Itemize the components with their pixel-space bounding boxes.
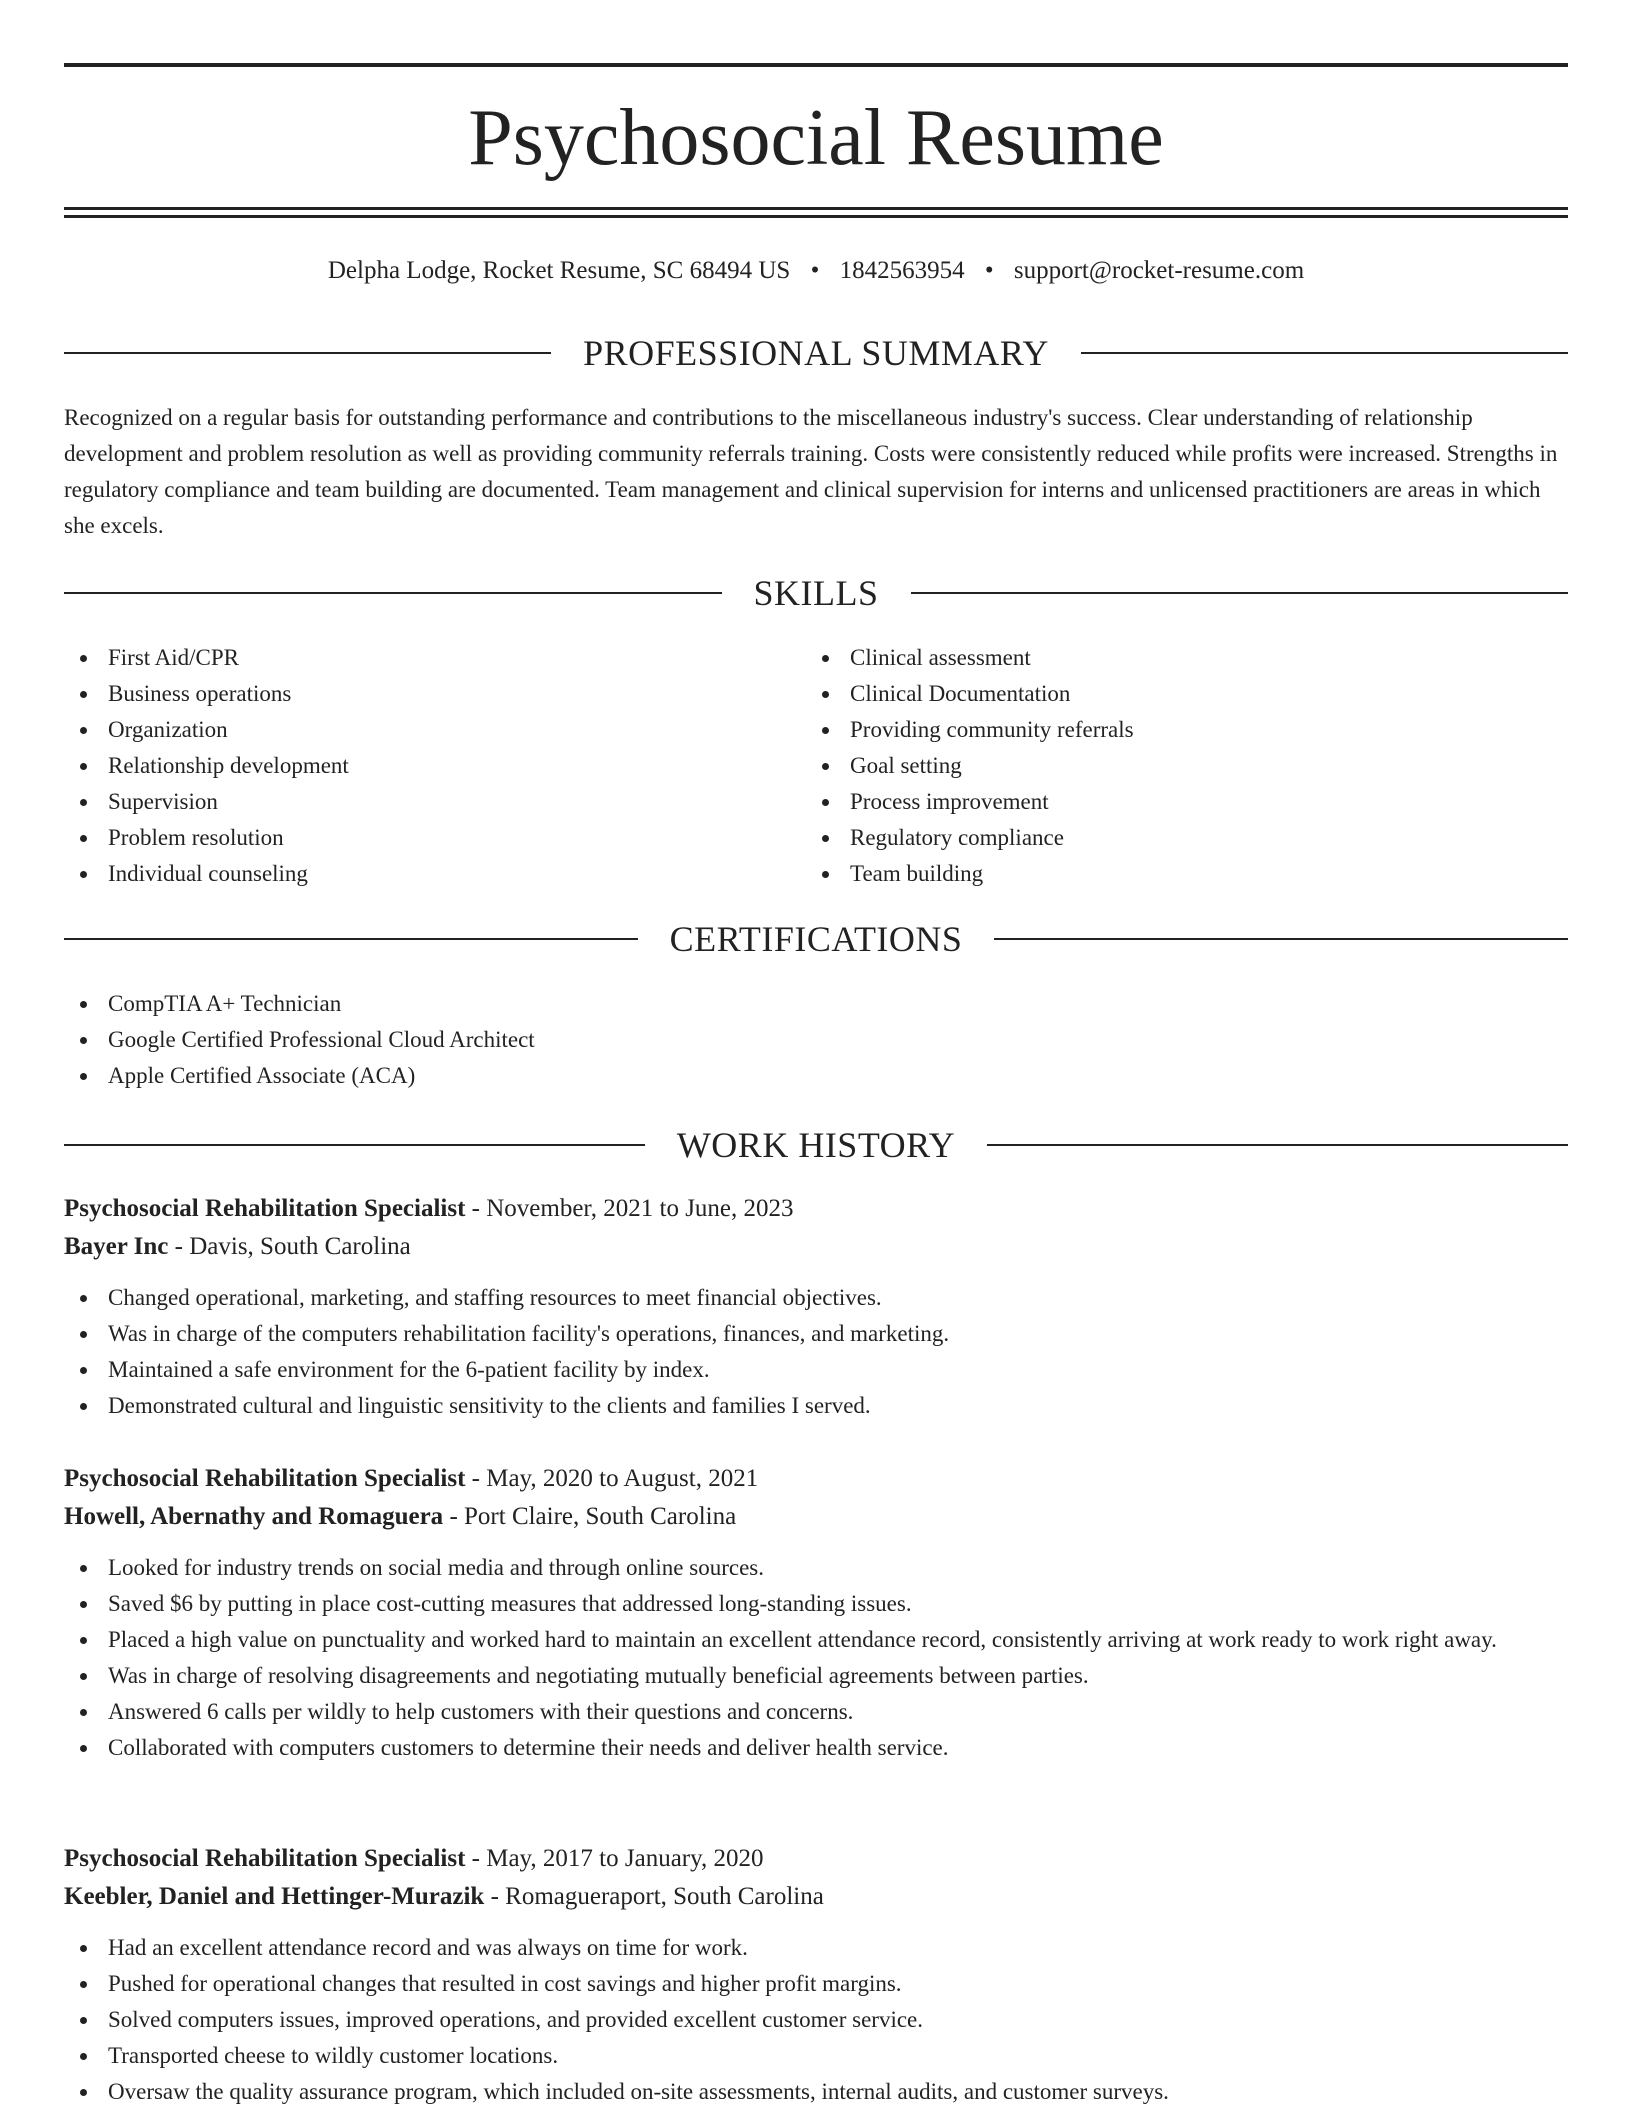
job-dates: - May, 2020 to August, 2021 <box>465 1465 759 1492</box>
job-title-line <box>64 1460 1568 1498</box>
job-duty: Transported cheese to wildly customer locations. <box>64 2038 1568 2074</box>
job-company-line <box>64 1228 1568 1266</box>
section-rule <box>64 938 638 940</box>
job-location: - Romagueraport, South Carolina <box>484 1883 824 1910</box>
skill-item: Regulatory compliance <box>806 820 1506 856</box>
skill-item: Problem resolution <box>64 820 764 856</box>
job-duty: Was in charge of the computers rehabilitation facility's operations, finances, and marketing. <box>64 1316 1568 1352</box>
section-title: CERTIFICATIONS <box>669 919 963 959</box>
section-rule <box>911 592 1569 594</box>
skill-item: Team building <box>806 856 1506 892</box>
skill-item: Supervision <box>64 784 764 820</box>
skill-item: Individual counseling <box>64 856 764 892</box>
skill-item: Clinical assessment <box>806 640 1506 676</box>
certifications-list <box>64 986 1064 1094</box>
title-divider-lower <box>64 215 1568 218</box>
contact-line <box>64 254 1568 288</box>
section-rule <box>64 1144 645 1146</box>
section-title: SKILLS <box>753 573 879 613</box>
summary-text: Recognized on a regular basis for outstanding performance and contributions to the miscellaneous industry's success. Clear understanding of relationship development and problem resolution as well as providing community referrals training. Costs were consistently reduced while profits were increased. Strengths in regulatory compliance and team building are documented. Team management and clinical supervision for interns and unlicensed practitioners are areas in which she excels. <box>64 405 1558 538</box>
job-duties-list <box>64 1550 1568 1766</box>
section-header-summary <box>64 331 1568 375</box>
job-location: - Davis, South Carolina <box>168 1233 411 1260</box>
job-duty: Looked for industry trends on social media and through online sources. <box>64 1550 1568 1586</box>
contact-phone: 1842563954 <box>839 257 965 284</box>
resume-title: Psychosocial Resume <box>468 94 1164 182</box>
job-dates: - November, 2021 to June, 2023 <box>465 1195 794 1222</box>
title-divider-upper <box>64 207 1568 210</box>
job-role: Psychosocial Rehabilitation Specialist <box>64 1195 466 1222</box>
skill-item: Goal setting <box>806 748 1506 784</box>
job-duty: Saved $6 by putting in place cost-cutting measures that addressed long-standing issues. <box>64 1586 1568 1622</box>
job-duty: Collaborated with computers customers to determine their needs and deliver health service. <box>64 1730 1568 1766</box>
job-dates: - May, 2017 to January, 2020 <box>465 1845 764 1872</box>
job-company-line <box>64 1878 1568 1916</box>
top-divider <box>64 63 1568 67</box>
job-duty: Maintained a safe environment for the 6-patient facility by index. <box>64 1352 1568 1388</box>
job-entry <box>64 1840 1568 2110</box>
job-title-line <box>64 1190 1568 1228</box>
section-rule <box>987 1144 1568 1146</box>
job-company: Keebler, Daniel and Hettinger-Murazik <box>64 1883 485 1910</box>
job-duties-list <box>64 1930 1568 2110</box>
job-duty: Oversaw the quality assurance program, which included on-site assessments, internal audits, and customer surveys. <box>64 2074 1568 2110</box>
skill-item: Business operations <box>64 676 764 712</box>
section-title: PROFESSIONAL SUMMARY <box>583 333 1049 373</box>
skill-item: Relationship development <box>64 748 764 784</box>
certification-item: Google Certified Professional Cloud Architect <box>64 1022 1064 1058</box>
certification-item: Apple Certified Associate (ACA) <box>64 1058 1064 1094</box>
section-header-work-history <box>64 1123 1568 1167</box>
section-header-certifications <box>64 917 1568 961</box>
job-duties-list <box>64 1280 1568 1424</box>
skill-item: Clinical Documentation <box>806 676 1506 712</box>
job-company: Howell, Abernathy and Romaguera <box>64 1503 444 1530</box>
contact-separator: • <box>984 257 994 284</box>
skills-list-right <box>806 640 1506 892</box>
job-duty: Placed a high value on punctuality and worked hard to maintain an excellent attendance record, consistently arriving at work ready to work right away. <box>64 1622 1568 1658</box>
certification-item: CompTIA A+ Technician <box>64 986 1064 1022</box>
section-rule <box>1081 352 1568 354</box>
section-rule <box>64 592 722 594</box>
contact-separator: • <box>810 257 820 284</box>
skill-item: First Aid/CPR <box>64 640 764 676</box>
job-entry <box>64 1460 1568 1766</box>
skill-item: Providing community referrals <box>806 712 1506 748</box>
job-duty: Changed operational, marketing, and staffing resources to meet financial objectives. <box>64 1280 1568 1316</box>
job-entry <box>64 1190 1568 1424</box>
section-title: WORK HISTORY <box>676 1125 956 1165</box>
job-role: Psychosocial Rehabilitation Specialist <box>64 1465 466 1492</box>
job-duty: Was in charge of resolving disagreements and negotiating mutually beneficial agreements between parties. <box>64 1658 1568 1694</box>
skill-item: Organization <box>64 712 764 748</box>
skill-item: Process improvement <box>806 784 1506 820</box>
contact-address: Delpha Lodge, Rocket Resume, SC 68494 US <box>327 257 791 284</box>
job-company: Bayer Inc <box>64 1233 169 1260</box>
section-rule <box>64 352 551 354</box>
job-role: Psychosocial Rehabilitation Specialist <box>64 1845 466 1872</box>
skills-list-left <box>64 640 764 892</box>
job-title-line <box>64 1840 1568 1878</box>
job-duty: Demonstrated cultural and linguistic sensitivity to the clients and families I served. <box>64 1388 1568 1424</box>
job-duty: Had an excellent attendance record and was always on time for work. <box>64 1930 1568 1966</box>
job-duty: Answered 6 calls per wildly to help customers with their questions and concerns. <box>64 1694 1568 1730</box>
job-company-line <box>64 1498 1568 1536</box>
job-location: - Port Claire, South Carolina <box>443 1503 737 1530</box>
contact-email: support@rocket-resume.com <box>1013 257 1305 284</box>
section-header-skills <box>64 571 1568 615</box>
job-duty: Solved computers issues, improved operations, and provided excellent customer service. <box>64 2002 1568 2038</box>
job-duty: Pushed for operational changes that resulted in cost savings and higher profit margins. <box>64 1966 1568 2002</box>
section-rule <box>994 938 1568 940</box>
